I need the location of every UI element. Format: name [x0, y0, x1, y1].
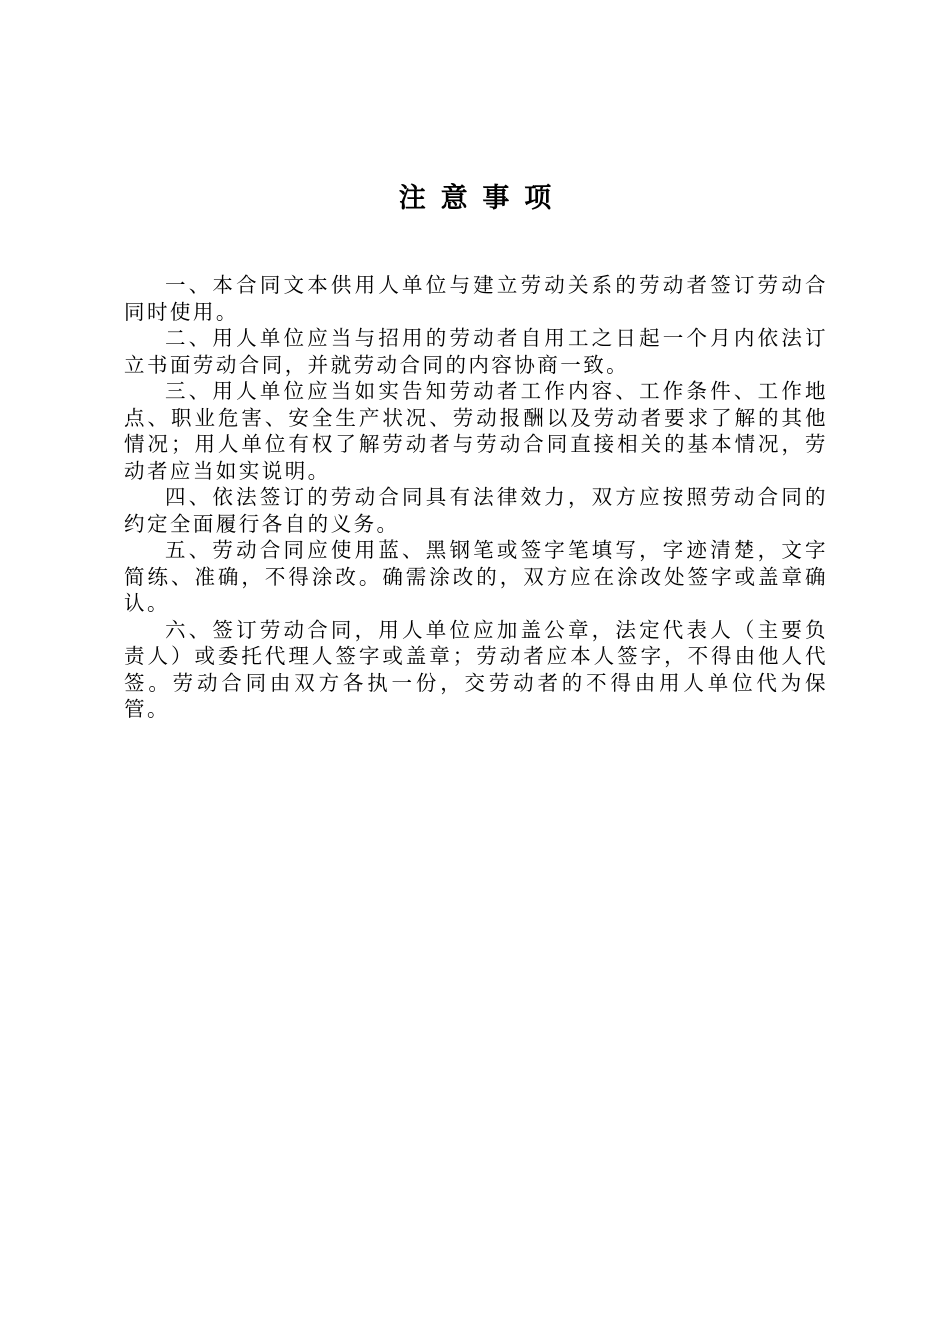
notice-item-3: 三、用人单位应当如实告知劳动者工作内容、工作条件、工作地点、职业危害、安全生产状况、劳动报酬以及劳动者要求了解的其他情况；用人单位有权了解劳动者与劳动合同直接相关的基本情况，劳动者应当如实说明。 — [124, 379, 828, 483]
notice-list — [124, 272, 828, 723]
notice-item-5: 五、劳动合同应使用蓝、黑钢笔或签字笔填写，字迹清楚，文字简练、准确，不得涂改。确需涂改的，双方应在涂改处签字或盖章确认。 — [124, 538, 828, 615]
notice-item-1: 一、本合同文本供用人单位与建立劳动关系的劳动者签订劳动合同时使用。 — [124, 273, 828, 324]
page-title: 注意事项 — [398, 183, 567, 214]
notice-item-2: 二、用人单位应当与招用的劳动者自用工之日起一个月内依法订立书面劳动合同，并就劳动合同的内容协商一致。 — [124, 326, 828, 377]
notice-item-4: 四、依法签订的劳动合同具有法律效力，双方应按照劳动合同的约定全面履行各自的义务。 — [124, 485, 828, 536]
notice-item-6: 六、签订劳动合同，用人单位应加盖公章，法定代表人（主要负责人）或委托代理人签字或盖章；劳动者应本人签字，不得由他人代签。劳动合同由双方各执一份，交劳动者的不得由用人单位代为保管。 — [124, 617, 828, 721]
